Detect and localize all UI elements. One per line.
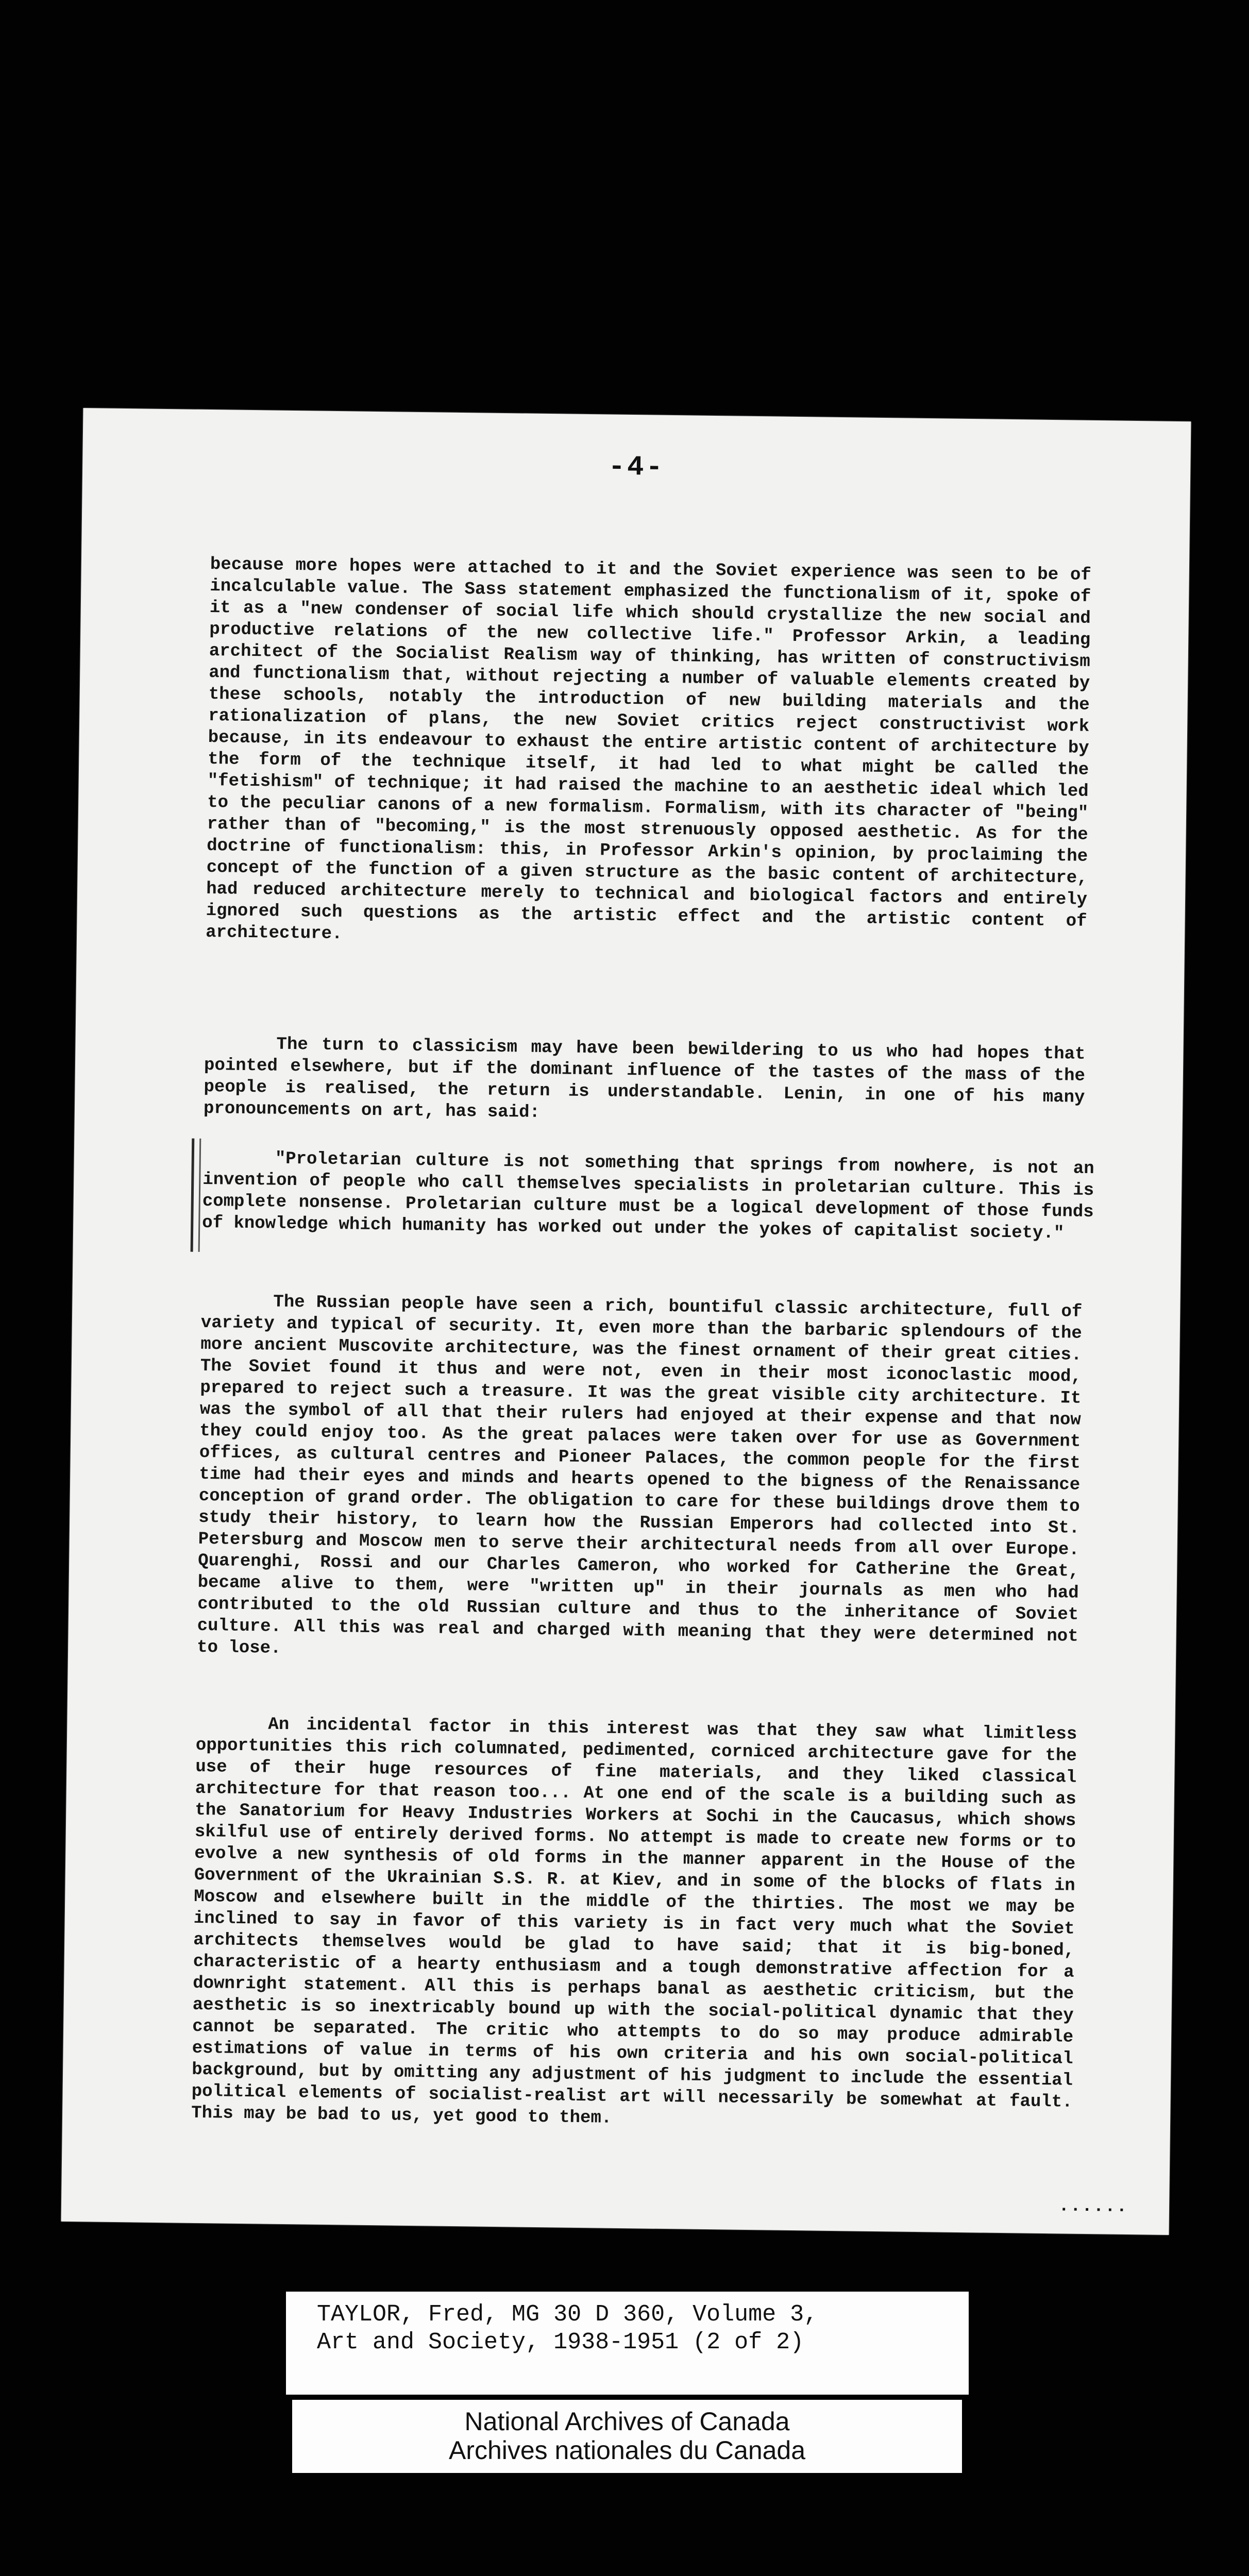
archive-name-french: Archives nationales du Canada [448, 2436, 806, 2465]
lenin-quotation: "Proletarian culture is not something that springs from nowhere, is not an invention of people who call themselves specialists in proletarian culture. This is complete nonsense. Proletarian culture must be a logical development of those funds of knowledge which humanity has worked out under the yokes of capitalist society." [202, 1149, 1094, 1244]
citation-line-2: Art and Society, 1938-1951 (2 of 2) [317, 2329, 804, 2355]
page-number: -4- [608, 451, 665, 484]
archive-label [292, 2400, 962, 2473]
citation-label [286, 2292, 969, 2395]
margin-marker-bracket [191, 1139, 201, 1252]
paragraph-classicism: The turn to classicism may have been bewildering to us who had hopes that pointed elsewhere, but if the dominant influence of the tastes of the mass of the people is realised, the return is understandable. Lenin, in one of his many pronouncements on art, has said: [203, 1035, 1086, 1123]
citation-line-1: TAYLOR, Fred, MG 30 D 360, Volume 3, [317, 2301, 818, 2328]
paragraph-incidental-factor: An incidental factor in this interest was that they saw what limitless opportunities this rich columnated, pedimented, corniced architecture gave for the use of their huge resources of fine materials, and they liked classical architecture for that reason too... At one end of the scale is a building such as the Sanatorium for Heavy Industries Workers at Sochi in the Caucasus, which shows skilful use of entirely derived forms. No attempt is made to create new forms or to evolve a new synthesis of old forms in the manner apparent in the House of the Government of the Ukrainian S.S. R. at Kiev, and in some of the blocks of flats in Moscow and elsewhere built in the middle of the thirties. The most we may be inclined to say in favor of this variety is in fact very much what the Soviet architects themselves would be glad to have said; that it is big-boned, characteristic of a hearty enthusiasm and a tough demonstrative affection for a downright statement. All this is perhaps banal as aesthetic criticism, but the aesthetic is so inextricably bound up with the social-political dynamic that they cannot be separated. The critic who attempts to do so may produce admirable estimations of value in terms of his own criteria and his own social-political background, but by omitting any adjustment of his judgment to include the essential political elements of socialist-realist art will necessarily be somewhat at fault. This may be bad to us, yet good to them. [191, 1715, 1077, 2128]
paragraph-constructivism: because more hopes were attached to it and the Soviet experience was seen to be of incalculable value. The Sass statement emphasized the functionalism of it, spoke of it as a "new condenser of social life which should crystallize the new social and productive relations of the new collective life." Professor Arkin, a leading architect of the Socialist Realism way of thinking, has written of constructivism and functionalism that, without rejecting a number of valuable elements created by these schools, notably the introduction of new building materials and the rationalization of plans, the new Soviet critics reject constructivist work because, in its endeavour to exhaust the entire artistic content of architecture by the form of the technique itself, it had led to what might be called the "fetishism" of technique; it had raised the machine to an aesthetic ideal which led to the peculiar canons of a new formalism. Formalism, with its character of "being" rather than of "becoming," is the most strenuously opposed aesthetic. As for the doctrine of functionalism: this, in Professor Arkin's opinion, by proclaiming the concept of the function of a given structure as the basic content of architecture, had reduced architecture merely to technical and biological factors and entirely ignored such questions as the artistic effect and the artistic content of architecture. [205, 555, 1091, 944]
continuation-marks: ...... [1058, 2196, 1128, 2217]
paragraph-russian-people: The Russian people have seen a rich, bountiful classic architecture, full of variety and typical of security. It, even more than the barbaric splendours of the more ancient Muscovite architecture, was the finest ornament of their great cities. The Soviet found it thus and were not, even in their most iconoclastic mood, prepared to reject such a treasure. It was the great visible city architecture. It was the symbol of all that their rulers had enjoyed at their expense and that now they could enjoy too. As the great palaces were taken over for use as Government offices, as cultural centres and Pioneer Palaces, the common people for the first time had their eyes and minds and hearts opened to the bigness of the Renaissance conception of grand order. The obligation to care for these buildings drove them to study their history, to learn how the Russian Emperors had collected into St. Petersburg and Moscow men to serve their architectural needs from all over Europe. Quarenghi, Rossi and our Charles Cameron, who worked for Catherine the Great, became alive to them, were "written up" in their journals as men who had contributed to the old Russian culture and thus to the inheritance of Soviet culture. All this was real and charged with meaning that they were determined not to lose. [196, 1292, 1083, 1658]
typewritten-page [61, 408, 1191, 2235]
archive-name-english: National Archives of Canada [464, 2407, 790, 2436]
